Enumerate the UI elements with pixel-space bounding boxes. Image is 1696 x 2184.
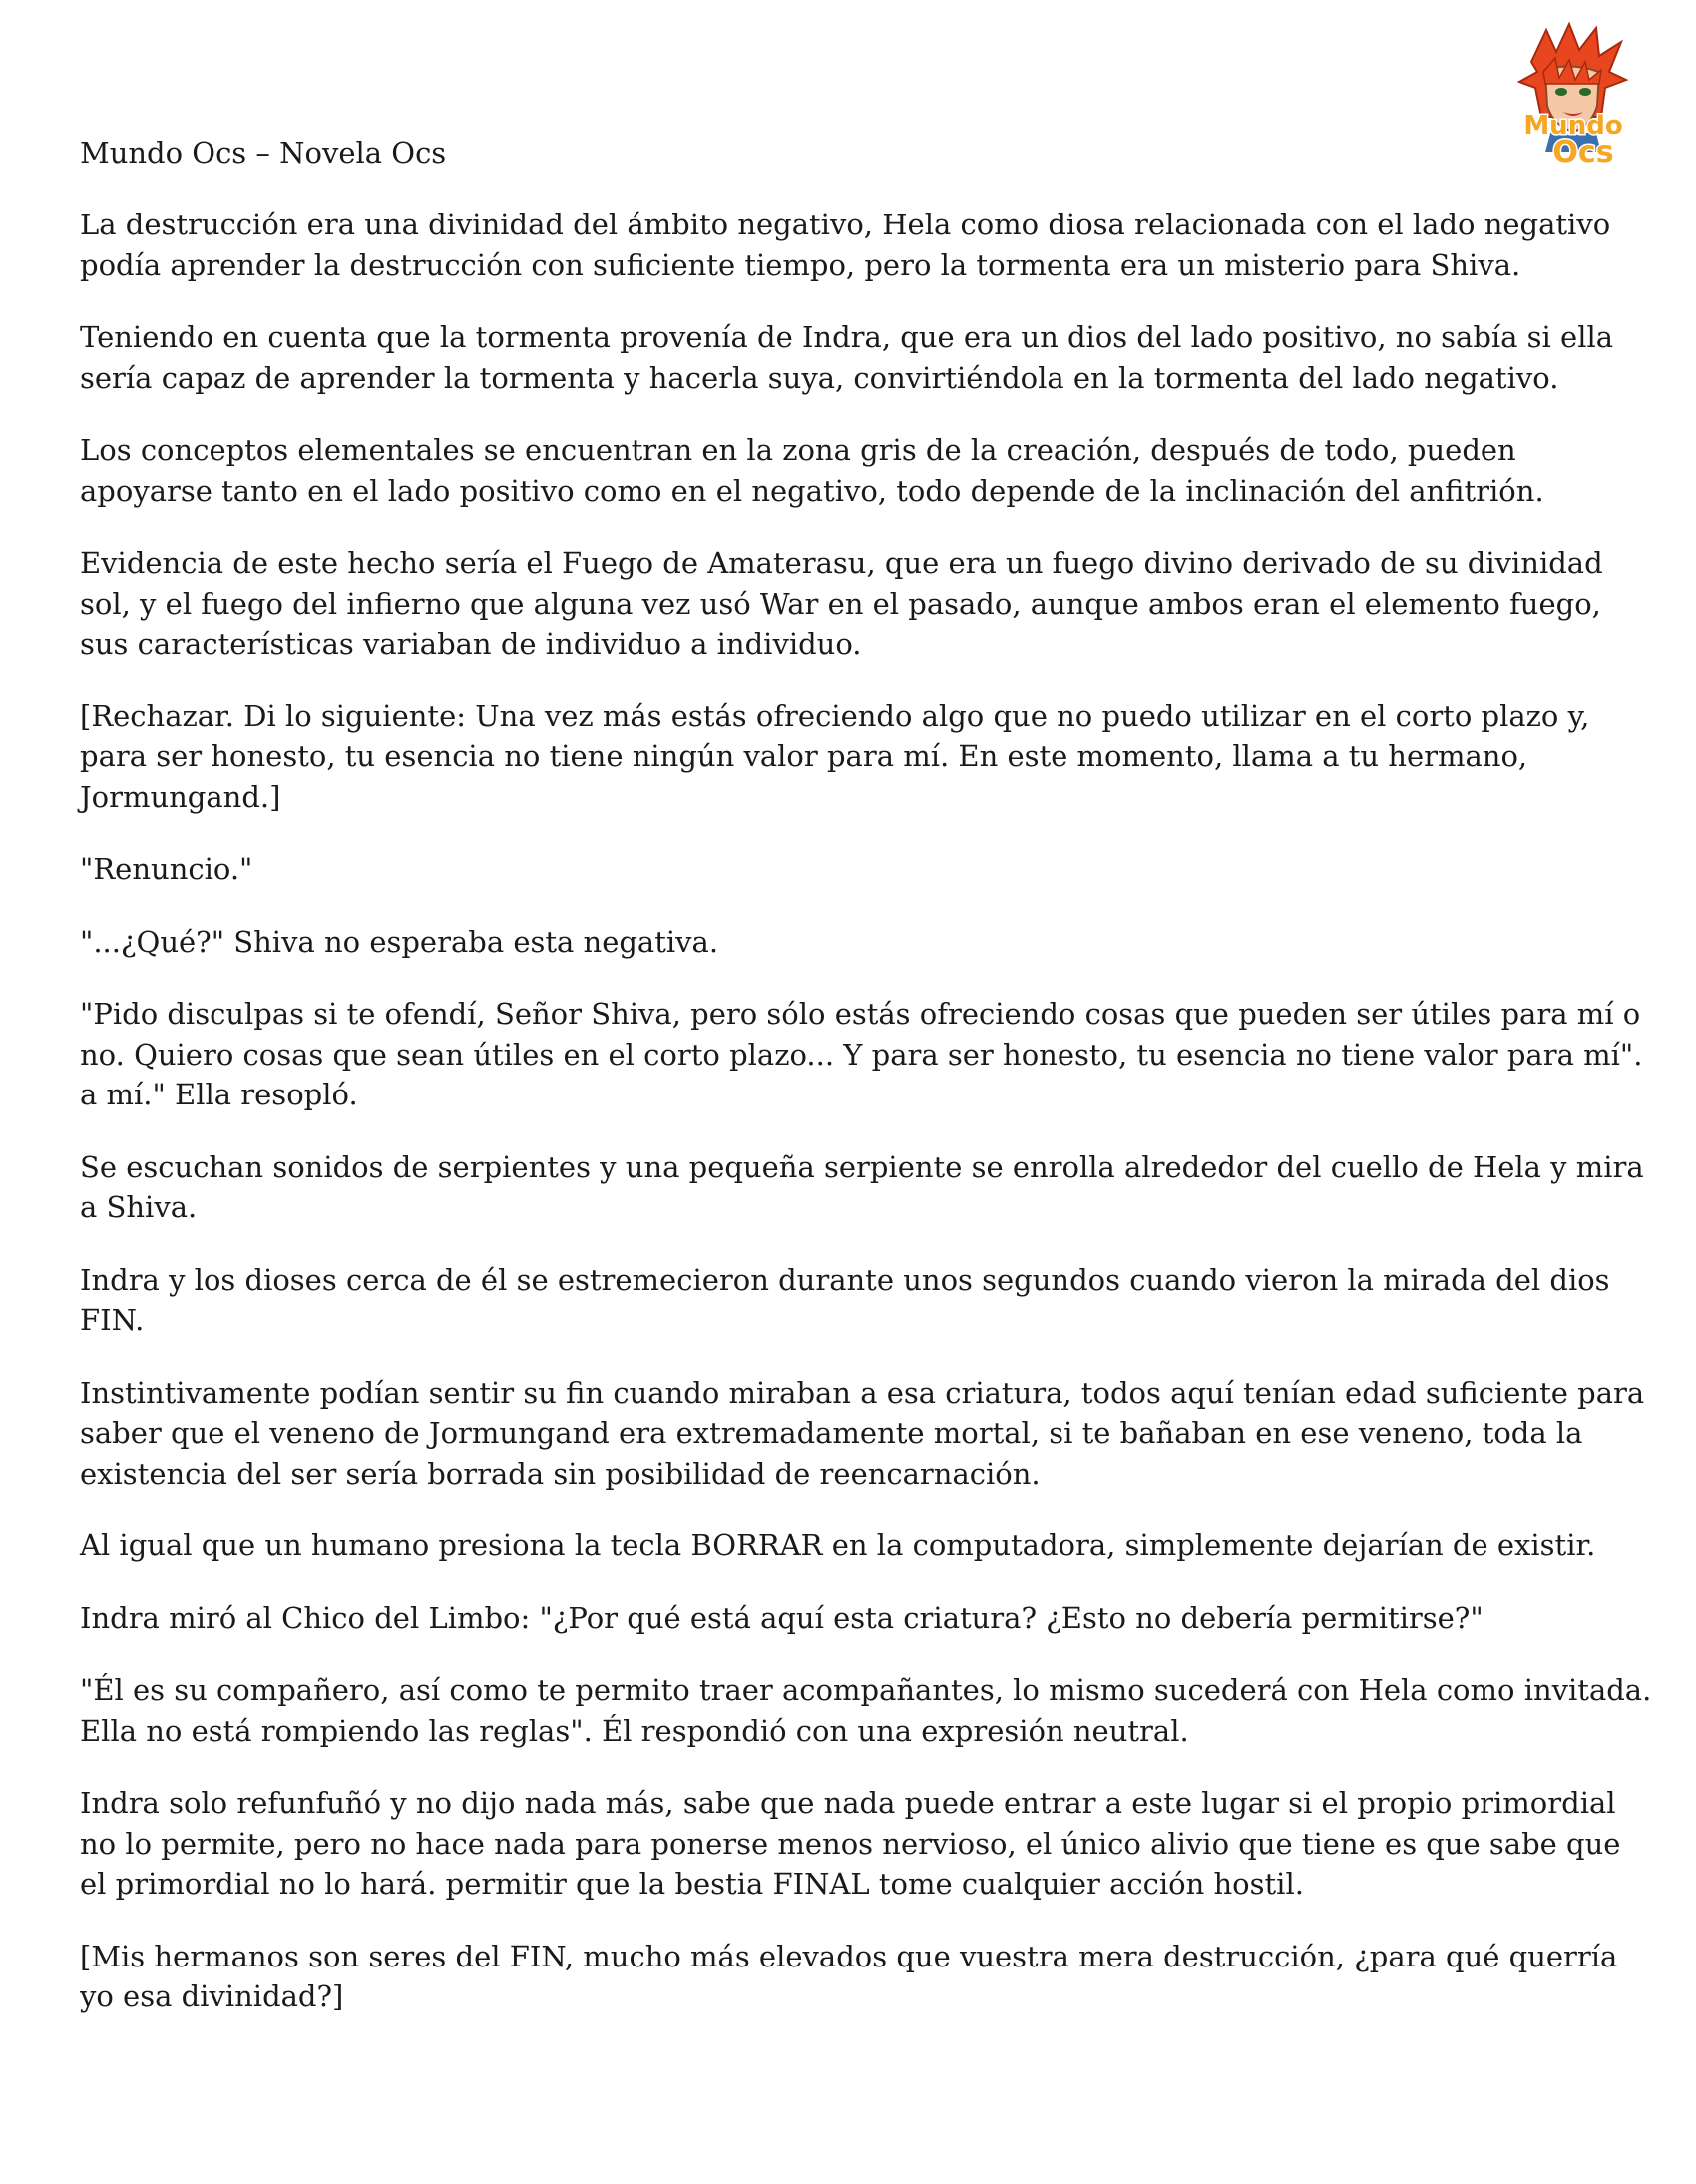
paragraph: Al igual que un humano presiona la tecla BORRAR en la computadora, simplemente dejarían de existir. [80, 1529, 1596, 1562]
mundo-ocs-logo [1501, 22, 1646, 172]
paragraph: Los conceptos elementales se encuentran en la zona gris de la creación, después de todo, pueden apoyarse tanto en el lado positivo como en el negativo, todo depende de la inclinación del anfitrión. [80, 433, 1544, 508]
paragraph: Indra y los dioses cerca de él se estremecieron durante unos segundos cuando vieron la mirada del dios FIN. [80, 1262, 1610, 1337]
paragraph: [Mis hermanos son seres del FIN, mucho más elevados que vuestra mera destrucción, ¿para qué querría yo esa divinidad?] [80, 1939, 1618, 2013]
paragraph: Se escuchan sonidos de serpientes y una pequeña serpiente se enrolla alrededor del cuello de Hela y mira a Shiva. [80, 1149, 1644, 1224]
logo-text-bottom: Ocs [1552, 135, 1614, 170]
page-header: Mundo Ocs – Novela Ocs [80, 136, 447, 170]
paragraph: "...¿Qué?" Shiva no esperaba esta negativa. [80, 924, 719, 959]
paragraph: "Renuncio." [80, 852, 253, 886]
paragraph: Teniendo en cuenta que la tormenta provenía de Indra, que era un dios del lado positivo, no sabía si ella sería capaz de aprender la tormenta y hacerla suya, convirtiéndola en la tormenta del lado negativo. [80, 320, 1614, 395]
document-body [80, 205, 1656, 2049]
paragraph: "Él es su compañero, así como te permito traer acompañantes, lo mismo sucederá con Hela como invitada. Ella no está rompiendo las reglas". Él respondió con una expresión neutral. [80, 1673, 1652, 1748]
red-haired-character-logo-icon [1501, 22, 1646, 172]
paragraph: Evidencia de este hecho sería el Fuego de Amaterasu, que era un fuego divino derivado de su divinidad sol, y el fuego del infierno que alguna vez usó War en el pasado, aunque ambos eran el elemento fuego, sus características variaban de individuo a individuo. [80, 546, 1603, 660]
paragraph: Indra miró al Chico del Limbo: "¿Por qué está aquí esta criatura? ¿Esto no debería permitirse?" [80, 1600, 1484, 1635]
paragraph: "Pido disculpas si te ofendí, Señor Shiva, pero sólo estás ofreciendo cosas que pueden ser útiles para mí o no. Quiero cosas que sean útiles en el corto plazo... Y para ser honesto, tu esencia no tiene valor para mí". a mí." Ella resopló. [80, 997, 1643, 1111]
paragraph: La destrucción era una divinidad del ámbito negativo, Hela como diosa relacionada con el lado negativo podía aprender la destrucción con suficiente tiempo, pero la tormenta era un misterio para Shiva. [80, 208, 1611, 282]
paragraph: [Rechazar. Di lo siguiente: Una vez más estás ofreciendo algo que no puedo utilizar en el corto plazo y, para ser honesto, tu esencia no tiene ningún valor para mí. En este momento, llama a tu hermano, Jormungand.] [80, 698, 1590, 814]
logo-text-top: Mundo [1523, 111, 1623, 141]
paragraph: Instintivamente podían sentir su fin cuando miraban a esa criatura, todos aquí tenían edad suficiente para saber que el veneno de Jormungand era extremadamente mortal, si te bañaban en ese veneno, toda la existencia del ser sería borrada sin posibilidad de reencarnación. [80, 1375, 1645, 1491]
paragraph: Indra solo refunfuñó y no dijo nada más, sabe que nada puede entrar a este lugar si el propio primordial no lo permite, pero no hace nada para ponerse menos nervioso, el único alivio que tiene es que sabe que el primordial no lo hará. permitir que la bestia FINAL tome cualquier acción hostil. [80, 1786, 1621, 1901]
